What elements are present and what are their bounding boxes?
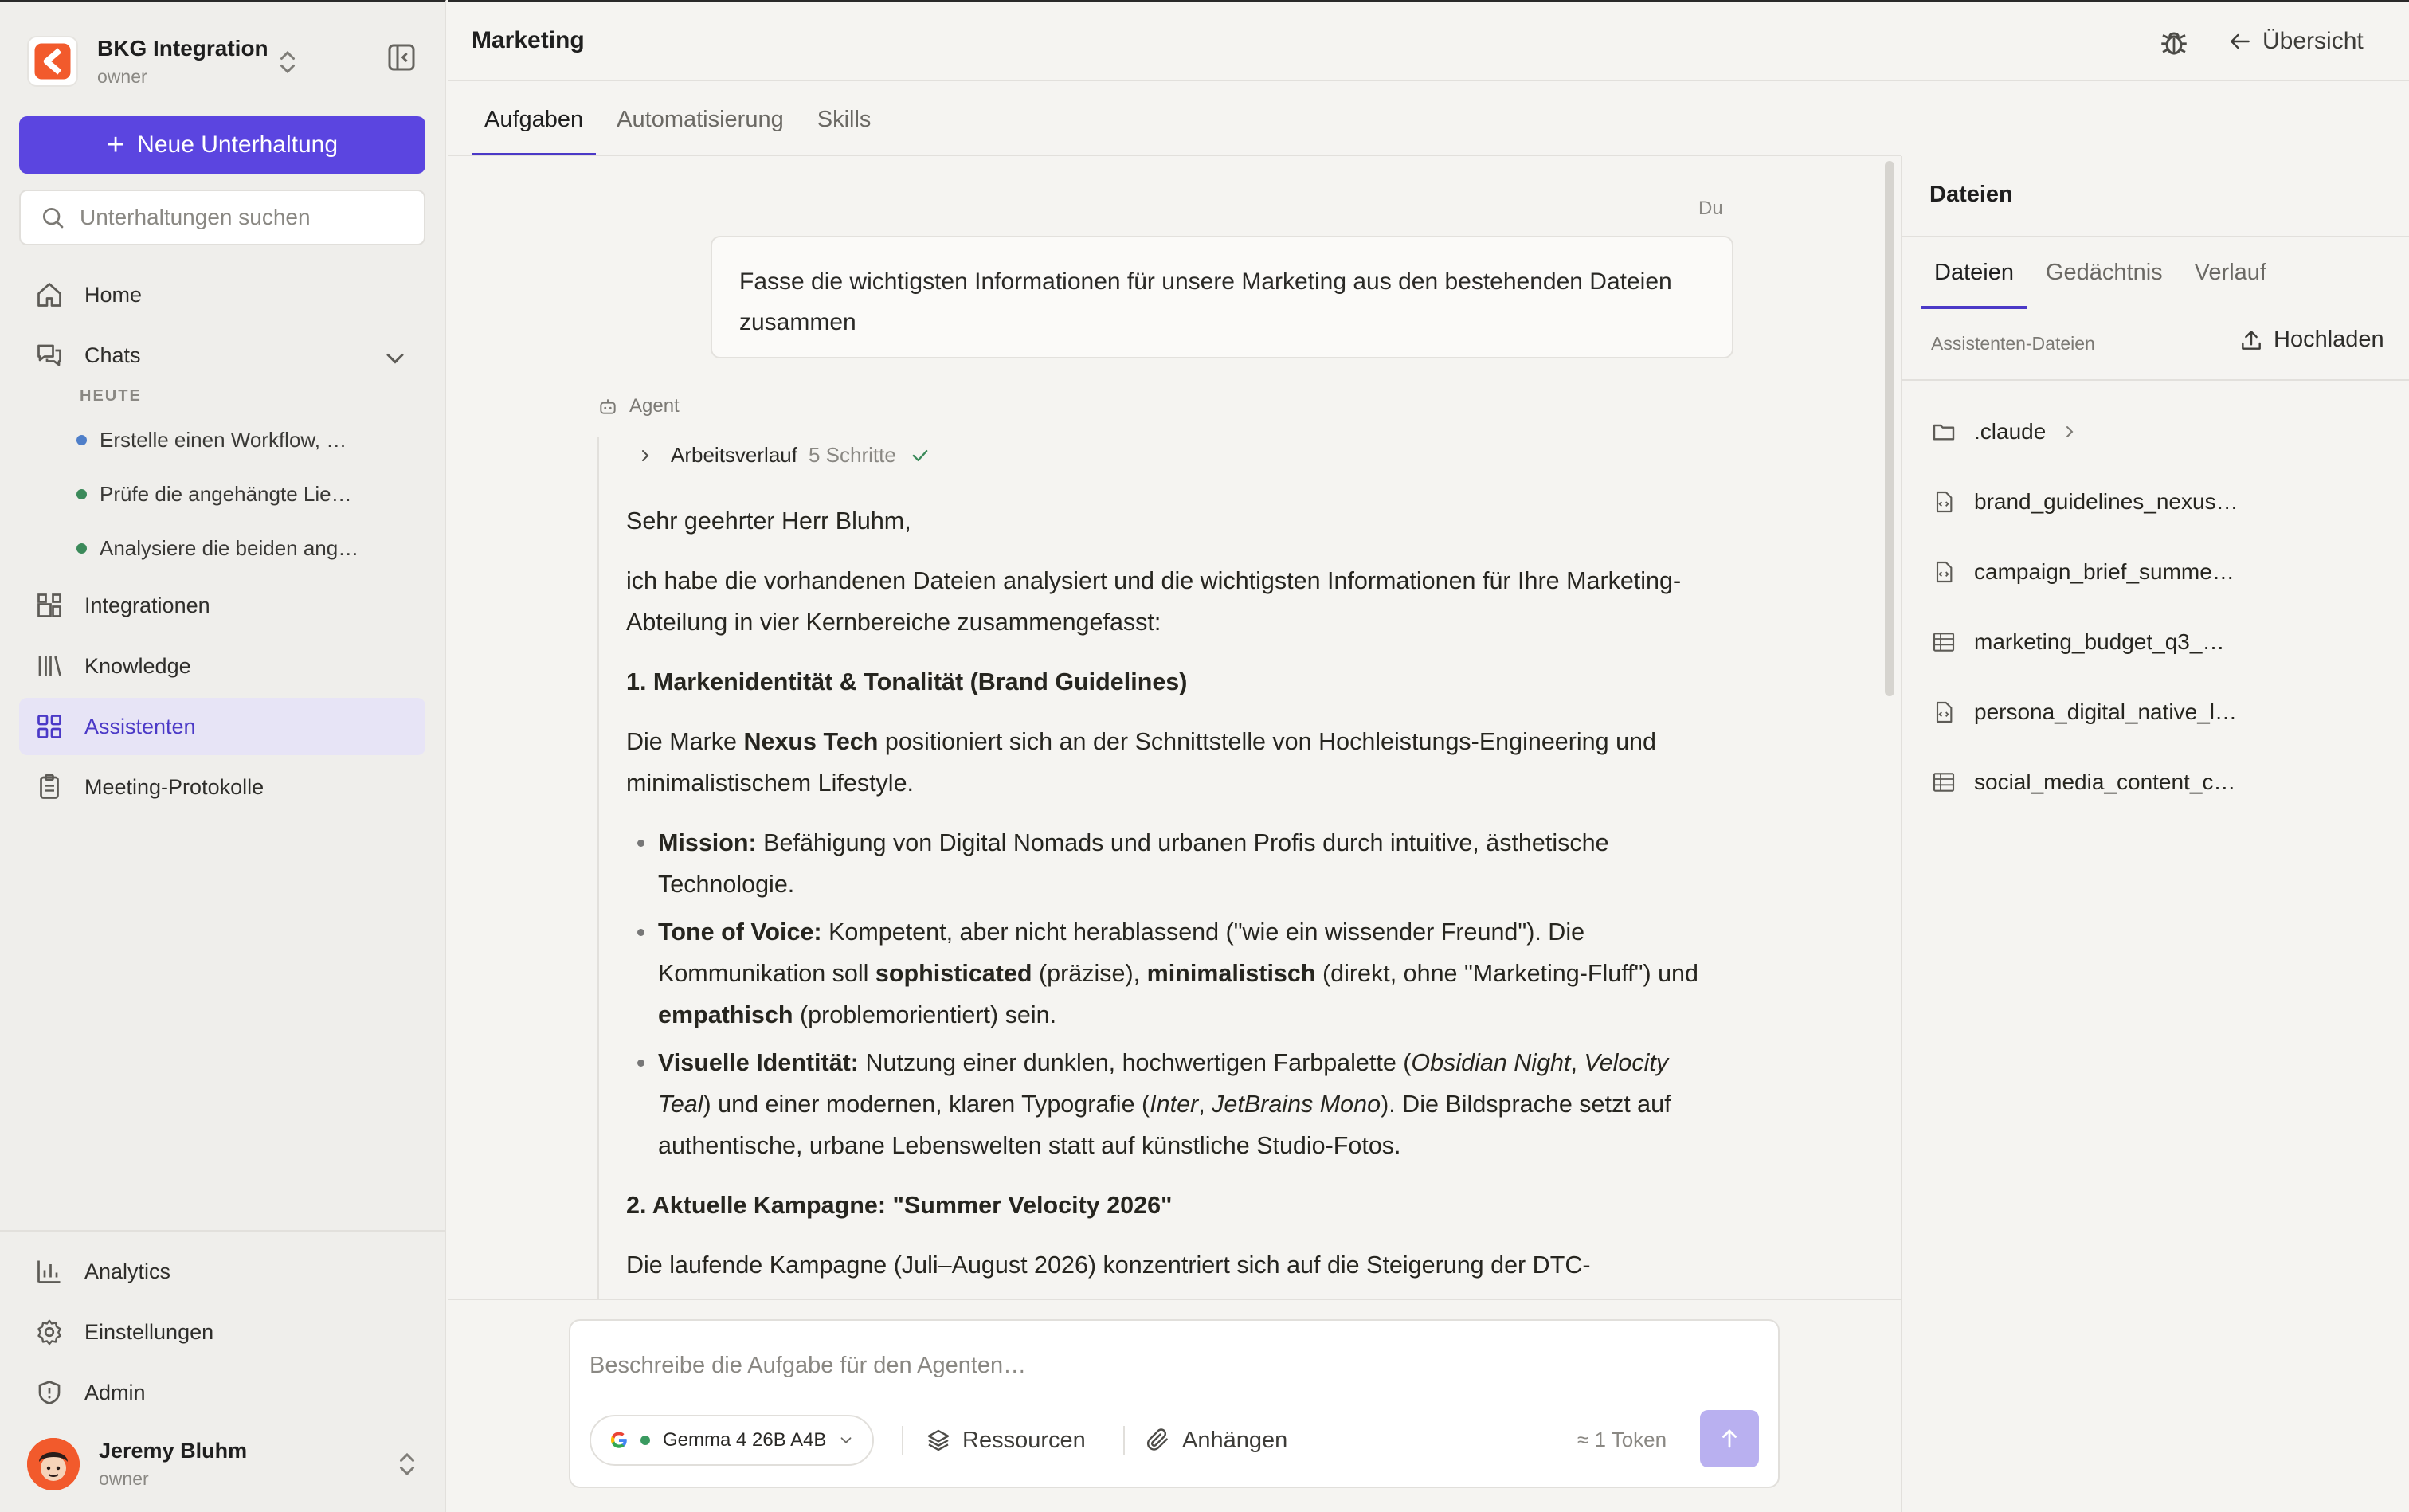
check-icon — [909, 445, 931, 467]
composer — [569, 1319, 1780, 1488]
chat-item[interactable] — [76, 526, 411, 570]
sender-label-agent — [597, 395, 680, 417]
user-menu[interactable] — [27, 1436, 425, 1493]
clipboard-icon — [35, 773, 64, 801]
send-button[interactable] — [1700, 1410, 1759, 1467]
code-file-icon — [1931, 489, 1957, 515]
upload-button[interactable] — [2239, 327, 2384, 353]
nav-admin-label: Admin — [84, 1380, 146, 1404]
resources-label: Ressourcen — [962, 1427, 1086, 1453]
message-greeting: Sehr geehrter Herr Bluhm, — [626, 507, 911, 535]
table-icon — [1931, 770, 1957, 795]
list-item: Tone of Voice: Kompetent, aber nicht herablassend ("wie ein wissender Freund"). Die Kommunikation soll sophisticated (präzise), minimalistisch (direkt, ohne "Marketing-Fluff") und empathisch (problemorientiert) sein. — [626, 911, 1725, 1036]
chevron-right-icon — [2060, 422, 2079, 441]
nav-settings[interactable] — [19, 1303, 425, 1361]
new-chat-button[interactable] — [19, 116, 425, 174]
nav-assistants[interactable] — [19, 698, 425, 755]
shield-icon — [35, 1378, 64, 1407]
tab-files[interactable]: Dateien — [1921, 236, 2027, 309]
nav-home-label: Home — [84, 282, 143, 307]
list-item: Mission: Befähigung von Digital Nomads und urbanen Profis durch intuitive, ästhetische Technologie. — [626, 822, 1725, 905]
file-item[interactable] — [1931, 688, 2377, 736]
nav-home[interactable] — [19, 266, 425, 323]
toolbar-separator — [902, 1426, 903, 1455]
agent-label-text: Agent — [629, 395, 680, 417]
token-count: ≈ 1 Token — [1577, 1428, 1667, 1451]
chat-status-dot — [76, 543, 87, 554]
file-item[interactable] — [1931, 548, 2377, 596]
bot-icon — [597, 396, 618, 417]
upload-icon — [2239, 327, 2264, 353]
files-section-label: Assistenten-Dateien — [1931, 333, 2095, 354]
tab-history[interactable]: Verlauf — [2194, 259, 2266, 285]
top-bar — [448, 0, 2409, 81]
bar-chart-icon — [35, 1257, 64, 1286]
file-item[interactable] — [1931, 478, 2377, 526]
grid-icon — [35, 712, 64, 741]
file-item[interactable] — [1931, 758, 2377, 806]
list-item: Visuelle Identität: Nutzung einer dunklen, hochwertigen Farbpalette (Obsidian Night, Velocity Teal) und einer modernen, klaren Typografie (Inter, JetBrains Mono). Die Bildsprache setzt auf authentische, urbane Lebenswelten statt auf künstliche Studio-Fotos. — [626, 1042, 1725, 1166]
user-role: owner — [99, 1468, 149, 1489]
paperclip-icon — [1146, 1428, 1171, 1453]
workflow-label: Arbeitsverlauf — [671, 443, 797, 467]
library-icon — [35, 652, 64, 680]
tab-tasks[interactable]: Aufgaben — [472, 83, 596, 156]
files-panel — [1901, 156, 2409, 1512]
chevron-down-icon — [837, 1432, 855, 1449]
attach-label: Anhängen — [1182, 1427, 1288, 1453]
chat-item-label: Erstelle einen Workflow, … — [100, 427, 347, 452]
chat-item[interactable] — [76, 472, 411, 516]
org-name: BKG Integration — [97, 35, 268, 61]
search-input[interactable] — [80, 205, 414, 230]
task-input[interactable] — [590, 1353, 1753, 1393]
file-name: social_media_content_c… — [1974, 770, 2236, 794]
code-file-icon — [1931, 699, 1957, 725]
file-name: persona_digital_native_l… — [1974, 699, 2237, 724]
folder-icon — [1931, 419, 1957, 445]
file-name: marketing_budget_q3_… — [1974, 629, 2225, 654]
sidebar-divider — [0, 1230, 446, 1232]
file-name: .claude — [1974, 419, 2047, 444]
arrow-left-icon — [2227, 29, 2253, 54]
search-icon — [40, 205, 65, 230]
integrations-icon — [35, 591, 64, 620]
file-name: brand_guidelines_nexus… — [1974, 489, 2239, 514]
nav-meeting-notes-label: Meeting-Protokolle — [84, 774, 264, 799]
nav-knowledge-label: Knowledge — [84, 653, 191, 678]
page-title: Marketing — [472, 27, 585, 53]
gear-icon — [35, 1318, 64, 1346]
chat-status-dot — [76, 435, 87, 445]
nav-analytics[interactable] — [19, 1243, 425, 1300]
sidebar — [0, 0, 446, 1512]
nav-settings-label: Einstellungen — [84, 1319, 214, 1344]
nav-chats-label: Chats — [84, 343, 141, 367]
arrow-up-icon — [1718, 1427, 1741, 1451]
model-status-dot — [640, 1436, 650, 1445]
upload-label: Hochladen — [2274, 327, 2384, 352]
plus-icon: + — [106, 128, 125, 162]
nav-integrations[interactable] — [19, 577, 425, 634]
google-icon — [609, 1430, 629, 1451]
file-name: campaign_brief_summe… — [1974, 559, 2235, 584]
org-logo — [27, 36, 78, 87]
chat-status-dot — [76, 489, 87, 499]
file-item[interactable] — [1931, 618, 2377, 666]
overview-button[interactable] — [2227, 24, 2364, 59]
message-paragraph: Die Marke Nexus Tech positioniert sich an der Schnittstelle von Hochleistungs-Engineering und minimalistischem Lifestyle. — [626, 728, 1656, 797]
layers-icon — [926, 1428, 951, 1453]
attach-button[interactable] — [1146, 1416, 1287, 1464]
chats-today-label: HEUTE — [80, 387, 142, 405]
nav-chats[interactable] — [19, 327, 425, 384]
files-panel-title: Dateien — [1929, 182, 2013, 207]
chevron-up-down-icon — [395, 1450, 419, 1479]
user-name: Jeremy Bluhm — [99, 1439, 248, 1463]
file-item-folder[interactable] — [1931, 408, 2377, 456]
new-chat-label: Neue Unterhaltung — [137, 131, 339, 158]
chevron-down-icon[interactable] — [381, 344, 409, 373]
conversation — [448, 156, 1901, 1299]
message-paragraph: Die laufende Kampagne (Juli–August 2026) konzentriert sich auf die Steigerung der DTC- — [626, 1252, 1591, 1279]
user-message: Fasse die wichtigsten Informationen für unsere Marketing aus den bestehenden Dateien zusammen — [711, 236, 1733, 358]
home-icon — [35, 280, 64, 309]
chat-item-label: Prüfe die angehängte Lie… — [100, 481, 352, 506]
model-selector[interactable] — [590, 1415, 874, 1466]
search-box — [19, 190, 425, 245]
bullet-list — [626, 822, 1725, 1166]
conversation-scrollbar[interactable] — [1885, 161, 1894, 696]
main-tabs — [472, 83, 891, 156]
chat-item[interactable] — [76, 417, 411, 462]
workflow-toggle[interactable] — [636, 443, 931, 468]
sender-label-user: Du — [1698, 198, 1723, 219]
toolbar-separator — [1123, 1426, 1125, 1455]
chevron-right-icon — [636, 446, 655, 465]
files-panel-tabs — [1921, 236, 2286, 309]
org-role: owner — [97, 65, 147, 87]
table-icon — [1931, 629, 1957, 655]
model-label: Gemma 4 26B A4B — [663, 1429, 827, 1451]
panel-divider — [1902, 379, 2409, 381]
nav-analytics-label: Analytics — [84, 1259, 171, 1283]
nav-meeting-notes[interactable] — [19, 758, 425, 816]
workflow-steps: 5 Schritte — [808, 443, 896, 467]
resources-button[interactable] — [926, 1416, 1086, 1464]
section-heading: 2. Aktuelle Kampagne: "Summer Velocity 2026" — [626, 1192, 1173, 1219]
tab-skills[interactable]: Skills — [817, 106, 872, 132]
tab-memory[interactable]: Gedächtnis — [2045, 259, 2163, 285]
chevron-up-down-icon — [276, 48, 300, 76]
bug-icon[interactable] — [2157, 25, 2191, 59]
sidebar-collapse-icon[interactable] — [386, 41, 417, 73]
chat-item-label: Analysiere die beiden ang… — [100, 535, 359, 560]
section-heading: 1. Markenidentität & Tonalität (Brand Guidelines) — [626, 668, 1188, 695]
nav-admin[interactable] — [19, 1364, 425, 1421]
overview-label: Übersicht — [2262, 28, 2364, 54]
nav-knowledge[interactable] — [19, 637, 425, 695]
message-intro: ich habe die vorhandenen Dateien analysiert und die wichtigsten Informationen für Ihre Marketing-Abteilung in vier Kernbereiche zusammengefasst: — [626, 567, 1682, 636]
org-switcher[interactable] — [27, 33, 425, 89]
chats-icon — [35, 341, 64, 370]
nav-assistants-label: Assistenten — [84, 714, 196, 738]
agent-message — [626, 500, 1725, 1299]
avatar — [27, 1438, 80, 1490]
agent-message-rule — [597, 437, 599, 1299]
code-file-icon — [1931, 559, 1957, 585]
tab-automation[interactable]: Automatisierung — [617, 106, 784, 132]
nav-integrations-label: Integrationen — [84, 593, 210, 617]
main-area — [448, 0, 2409, 1512]
